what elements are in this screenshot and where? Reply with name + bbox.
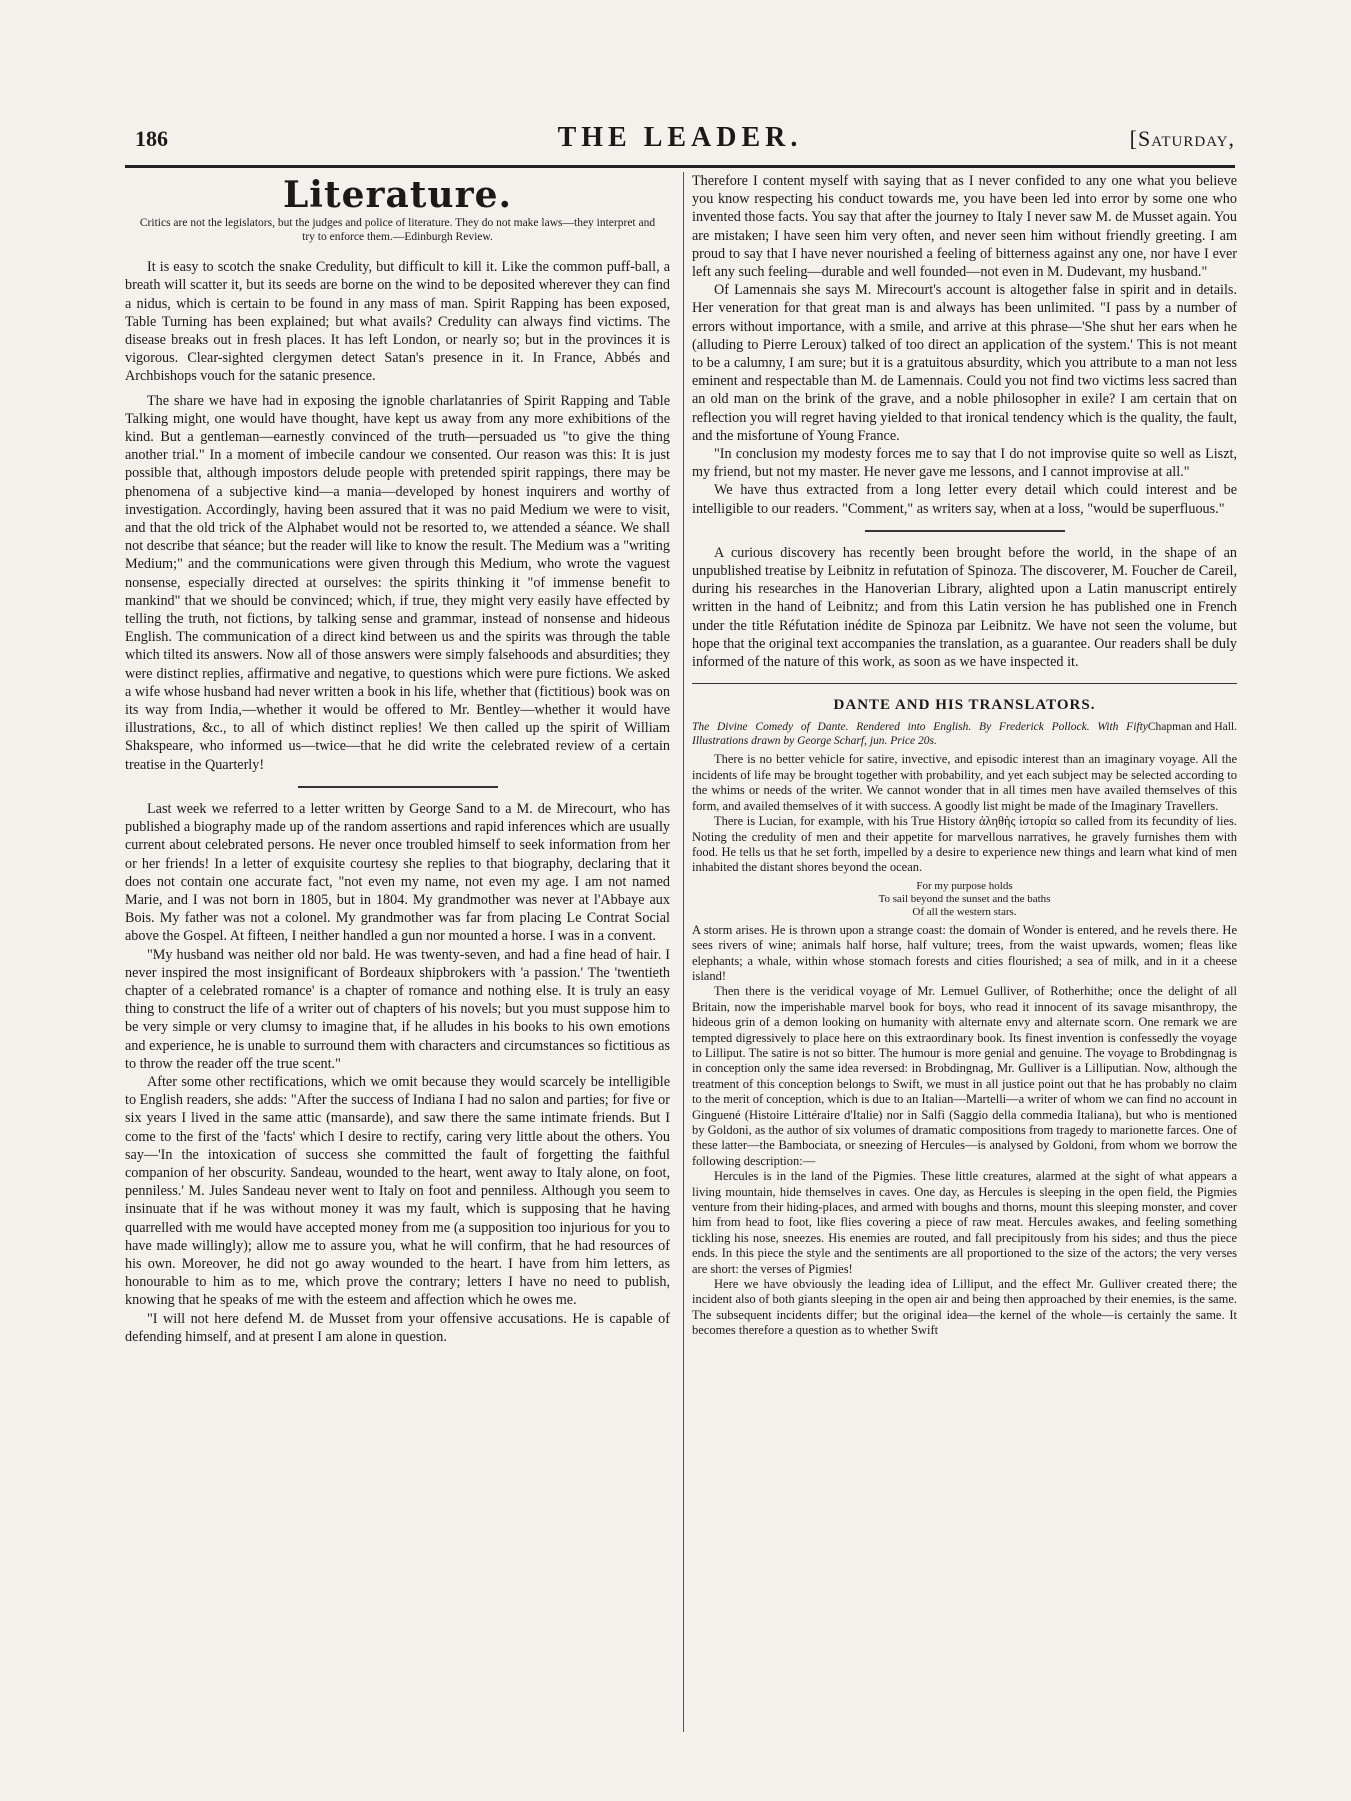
article-paragraph: There is no better vehicle for satire, invective, and episodic interest than an imaginary voyage. All the incidents of life may be brought together with probability, and yet each subject may be selected according to the whims or needs of the writer. We cannot wonder that in all times men have availed themselves of this form, and availed themselves of it with success. A goodly list might be made of the Imaginary Travellers.	[692, 752, 1237, 813]
verse-line: To sail beyond the sunset and the baths	[878, 892, 1051, 905]
separator	[298, 786, 498, 788]
section-heading-literature: Literature.	[282, 174, 513, 216]
newspaper-title: THE LEADER.	[557, 122, 803, 153]
article-paragraph: The share we have had in exposing the ignoble charlatanries of Spirit Rapping and Table Talking might, one would have thought, have kept us away from any more exhibitions of the kind. But a gentleman—earnestly convinced of the truth—persuaded us "to give the thing another trial." In a moment of imbecile candour we consented. Our reason was this: It is just possible that, although impostors delude people with pretended spirit rappings, there may be phenomena of a subjective kind—a mania—developed by honest inquirers and worthy of investigation. Accordingly, having been assured that it was no paid Medium we were to visit, and that the old trick of the Alphabet would not be resorted to, we attended a séance. We shall not describe that séance; but the reader will like to know the result. The Medium was a "writing Medium;" and the communications were given through this Medium, who wrote the vaguest nonsense, especially directed at ourselves: the spirits thinking it "of immense benefit to mankind" that we should be convinced; which, if true, they might very easily have effected by telling the truth, not fictions, by talking sense and grammar, instead of nonsense and hideous English. The communication of a direct kind between us and the spirits was through the table which tilted its answers. Now all of those answers were simply falsehoods and absurdities; they were distinct replies, affirmative and negative, to questions which were pure fictions. We asked a wife whose husband had never written a book in his life, whether that (fictitious) book was on its way from India,—whether it would be offered to Mr. Bentley—whether it would have illustrations, &c., to all of which distinct replies! We then called up the spirit of William Shakspeare, who informed us—twice—that he did write the celebrated review of a certain treatise in the Quarterly!	[125, 392, 670, 773]
epigraph: Critics are not the legislators, but the judges and police of literature. They do not make laws—they interpret and try to enforce them.—Edinburgh Review.	[139, 217, 656, 244]
article-paragraph: "My husband was neither old nor bald. He was twenty-seven, and had a fine head of hair. I never inspired the most insignificant of Bordeaux shipbrokers with 'a passion.' The 'twentieth chapter of a celebrated romance' is a chapter of romance and nothing else. It is truly an easy thing to construct the life of a writer out of chapters of his novels; but you must suppose him to be very simple or very clumsy to imagine that, if he alludes in his books to his own emotions and experience, he is unable to surround them with characters and circumstances so fictitious as to throw the reader off the true scent."	[125, 946, 670, 1072]
article-paragraph: Here we have obviously the leading idea of Lilliput, and the effect Mr. Gulliver created there; the incident also of both giants sleeping in the open air and being then approached by their enemies, is the same. The subsequent incidents differ; but the original idea—the kernel of the whole—is certainly the same. It becomes therefore a question as to whether Swift	[692, 1277, 1237, 1338]
book-title: The Divine Comedy of Dante. Rendered into English. By Frederick Pollock. With Fifty Illustrations drawn by George Scharf, jun. Price 20s.	[692, 721, 1148, 748]
article-paragraph: "I will not here defend M. de Musset from your offensive accusations. He is capable of defending himself, and at present I am alone in question.	[125, 1310, 670, 1345]
article-title: DANTE AND HIS TRANSLATORS.	[833, 697, 1096, 714]
article-paragraph: It is easy to scotch the snake Credulity, but difficult to kill it. Like the common puff-ball, a breath will scatter it, but its seeds are borne on the wind to be deposited wherever they can find a nidus, which is certain to be found in any mass of man. Spirit Rapping has been exposed, Table Turning has been explained; but what avails? Credulity can always find victims. The disease breaks out in fresh places. It has left London, or nearly so; but in the provinces it is vigorous. Clear-sighted clergymen detect Satan's presence in it. In France, Abbés and Archbishops vouch for the satanic presence.	[125, 259, 670, 385]
right-column	[692, 172, 1237, 1339]
article-paragraph: Hercules is in the land of the Pigmies. These little creatures, alarmed at the sight of what appears a living mountain, hide themselves in caves. One day, as Hercules is sleeping in the open field, the Pigmies venture from their hiding-places, and armed with boughs and thorns, mount this sleeping monster, and cover him from head to foot, like flies covering a piece of raw meat. Hercules awakes, and feeling something tickling his nose, sneezes. His enemies are routed, and fall precipitously from his sides; and thus the piece ends. In this piece the style and the sentiments are all proportioned to the size of the actors; the very verses are short: the verses of Pigmies!	[692, 1169, 1237, 1276]
masthead-rule	[125, 165, 1235, 168]
article-paragraph: Of Lamennais she says M. Mirecourt's account is altogether false in spirit and in details. Her veneration for that great man is and always has been unlimited. "I pass by a number of errors without importance, with a smile, and arrive at this phrase—'She shut her ears when he (alluding to Pierre Leroux) talked of too direct an application of the system.' This is not meant to be a calumny, I am sure; but it is a gratuitous absurdity, which you attribute to a man not less eminent and respectable than M. de Lamennais. Could you not find two victims less sacred than an old man on the brink of the grave, and a noble philosopher in exile? I am certain that on reflection you will regret having yielded to that ironical tendency which is the quality, the fault, and the misfortune of Young France.	[692, 282, 1237, 444]
article-paragraph-leibnitz: A curious discovery has recently been brought before the world, in the shape of an unpublished treatise by Leibnitz in refutation of Spinoza. The discoverer, M. Foucher de Careil, during his researches in the Hanoverian Library, alighted upon a Latin manuscript entirely written in the hand of Leibnitz; and from this Latin version he has published one in French under the title Réfutation inédite de Spinoza par Leibnitz. We have not seen the volume, but hope that the original text accompanies the translation, as a guarantee. Our readers shall be duly informed of the nature of this work, as soon as we have inspected it.	[692, 544, 1237, 671]
verse-line: Of all the western stars.	[912, 905, 1017, 918]
book-publisher: Chapman and Hall.	[1147, 721, 1237, 734]
page-number: 186	[135, 126, 168, 151]
article-paragraph: Therefore I content myself with saying that as I never confided to any one what you believe you know respecting his conduct towards me, you have been led into error by some one who invented those facts. You say that after the journey to Italy I never saw M. de Musset again. You are mistaken; I have seen him very often, and never seen him without friendly greeting. I am proud to say that I have never nourished a feeling of bitterness against any one, nor have I ever left any such feeling—durable and well founded—not even in M. Dudevant, my husband."	[692, 173, 1237, 281]
left-column	[125, 172, 670, 1346]
separator	[865, 530, 1065, 532]
masthead	[125, 112, 1235, 154]
article-paragraph: Last week we referred to a letter written by George Sand to a M. de Mirecourt, who has published a biography made up of the random assertions and rapid inferences which are usually current about celebrated persons. He never once troubled himself to seek information from her or her friends! In a letter of exquisite courtesy she replies to that biography, declaring that it does not contain one accurate fact, "not even my name, not even my age. I am not named Marie, and I was not born in 1805, but in 1804. My grandmother was never at l'Abbaye aux Bois. My father was not a colonel. My grandmother was far from placing Le Contrat Social above the Gospel. At fifteen, I neither handled a gun nor mounted a horse. I was in a convent.	[125, 800, 670, 945]
issue-day: [Saturday,	[1129, 126, 1235, 151]
book-reference	[692, 720, 1237, 748]
article-paragraph: After some other rectifications, which we omit because they would scarcely be intelligible to English readers, she adds: "After the success of Indiana I had no salon and parties; for five or six years I lived in the same attic (mansarde), and saw there the same intimate friends. But I come to the first of the 'facts' which I desire to rectify, caring very little about the others. You say—'In the intoxication of success she committed the fault of forgetting the faithful companion of her obscurity. Sandeau, wounded to the heart, went away to Italy alone, on foot, penniless.' M. Jules Sandeau never went to Italy on foot and penniless. Although you seem to insinuate that if he was without money it was my fault, which is supposing that he having quarrelled with me would have accepted money from me (a supposition too injurious for you to have made willingly); allow me to assure you, what he will confirm, that he had resources of his own. Moreover, he did not go away wounded to the heart. I have from him letters, as honourable to him as to me, which prove the contrary; letters I have no need to publish, knowing that he speaks of me with the esteem and affection which he owes me.	[125, 1073, 670, 1309]
verse-line: For my purpose holds	[916, 879, 1013, 892]
verse-quote	[692, 880, 1237, 919]
article-paragraph: Then there is the veridical voyage of Mr. Lemuel Gulliver, of Rotherhithe; once the delight of all Britain, now the imperishable marvel book for boys, who read it innocent of its savage misanthropy, the hideous grin of a demon looking on humanity with alternate envy and alternate scorn. One remark we are tempted digressively to place here on this extraordinary book. Its finest invention is confessedly the voyage to Lilliput. The satire is not so bitter. The humour is more genial and genuine. The voyage to Brobdingnag is in conception only the same idea reversed: in Brobdingnag, Mr. Gulliver is a Lilliputian. Now, although the treatment of this conception belongs to Swift, we must in all justice point out that he has probably no claim to the merit of conception, which is due to an Italian—Martelli—a writer of whom we can find no account in Ginguené (Histoire Littéraire d'Italie) nor in Salfi (Saggio della commedia Italiana), but who is mentioned by Goldoni, as the author of six volumes of dramatic compositions from tragedy to marionette farces. One of these latter—the Bambociata, or sneezing of Hercules—is analysed by Goldoni, from whom we borrow the following description:—	[692, 984, 1237, 1168]
article-paragraph: We have thus extracted from a long letter every detail which could interest and be intelligible to our readers. "Comment," as writers say, when at a loss, "would be superfluous."	[692, 482, 1237, 517]
separator	[692, 683, 1237, 684]
article-paragraph: A storm arises. He is thrown upon a strange coast: the domain of Wonder is entered, and he revels there. He sees rivers of wine; animals half horse, half vulture; trees, from the waist upwards, women; fleas like elephants; a whale, within whose stomach forests and cities flourished; a sea of milk, and in it a cheese island!	[692, 922, 1237, 983]
column-divider	[683, 172, 684, 1732]
article-paragraph: There is Lucian, for example, with his True History ἀληθὴς ἱστορία so called from its fecundity of lies. Noting the credulity of men and their appetite for marvellous narratives, he gravely furnishes them with food. He tells us that he set forth, impelled by a desire to experience new things and learn what kind of men inhabited the distant shores beyond the ocean.	[692, 814, 1237, 875]
article-paragraph: "In conclusion my modesty forces me to say that I do not improvise quite so well as Liszt, my friend, but not my master. He never gave me lessons, and I cannot improvise at all."	[692, 446, 1237, 481]
